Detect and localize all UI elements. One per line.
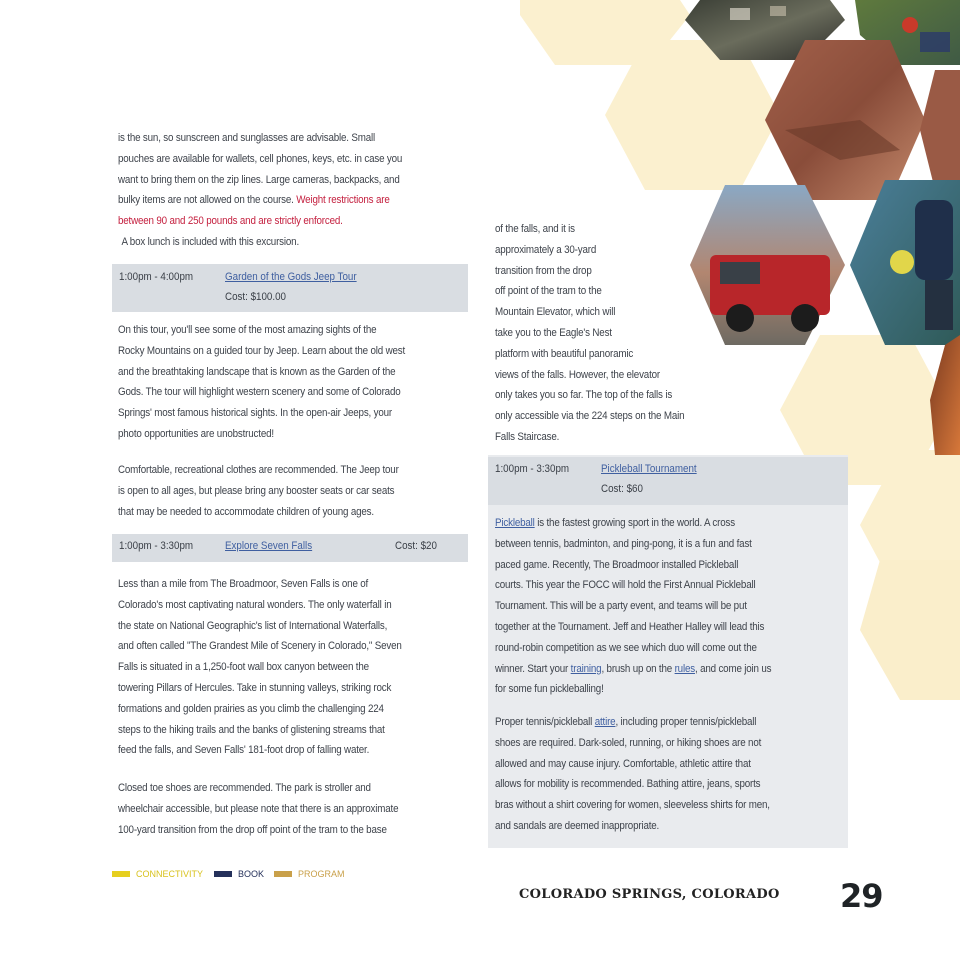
intro-paragraph: is the sun, so sunscreen and sunglasses are advisable. Small pouches are available for wallets, cell phones, keys, etc. in case you want to bring them on the zip lines. Large cameras, backpacks, and bulky items are not allowed on the course. Weight restrictions are between 90 and 250 pounds and are strictly enforced. A box lunch is included with this excursion.	[118, 128, 479, 253]
legend-swatch	[214, 871, 232, 877]
tour-header-jeep	[112, 264, 468, 312]
legend-swatch	[274, 871, 292, 877]
legend-swatch	[112, 871, 130, 877]
tour-cost: Cost: $100.00	[225, 291, 287, 303]
weight-warning-continued: between 90 and 250 pounds and are strictly enforced.	[118, 215, 343, 228]
tour-time: 1:00pm - 3:30pm	[119, 540, 194, 552]
training-link[interactable]: training	[570, 662, 602, 675]
legend-item-book: BOOK	[214, 866, 264, 882]
tour-time: 1:00pm - 4:00pm	[119, 271, 194, 283]
sunset-photo	[930, 335, 960, 455]
pickleball-link[interactable]: Pickleball	[495, 517, 535, 529]
tour-title-link-seven-falls[interactable]: Explore Seven Falls	[225, 540, 313, 552]
tour-title-link-jeep[interactable]: Garden of the Gods Jeep Tour	[225, 271, 357, 283]
jeep-clothing-note: Comfortable, recreational clothes are recommended. The Jeep tour is open to all ages, but please bring any booster seats or car seats that may be needed to accommodate children of young ages.	[118, 464, 399, 518]
tour-cost: Cost: $60	[601, 483, 643, 495]
decorative-hexagon	[860, 560, 960, 700]
jeep-description: On this tour, you'll see some of the most amazing sights of the Rocky Mountains on a guided tour by Jeep. Learn about the old west and the breathtaking landscape that is known as the Garden of the Gods. The tour will highlight western scenery and some of Colorado Springs' most famous historical sights. In the open-air Jeeps, your photo opportunities are unobstructed!	[118, 324, 406, 440]
rules-link[interactable]: rules	[674, 662, 695, 675]
tour-cost: Cost: $20	[395, 540, 437, 552]
tour-header-pickleball	[488, 457, 848, 505]
tour-title-link-pickleball[interactable]: Pickleball Tournament	[601, 463, 697, 475]
legend-item-program: PROGRAM	[274, 866, 345, 882]
pickleball-attire-note: Proper tennis/pickleball attire, including proper tennis/pickleball shoes are required. Dark-soled, running, or hiking shoes are not allowed and may cause injury. Comfortable, athletic attire that allows for mobility is recommended. Bathing attire, jeans, sports bras without a shirt covering for women, sleeveless shirts for men, and sandals are deemed inappropriate.	[495, 716, 770, 832]
tour-header-seven-falls	[112, 534, 468, 562]
attire-link[interactable]: attire	[594, 716, 616, 728]
rock-formation-photo-edge	[920, 70, 960, 190]
seven-falls-description: Less than a mile from The Broadmoor, Seven Falls is one of Colorado's most captivating natural wonders. The only waterfall in the state on National Geographic's list of International Waterfalls, and often called "The Grandest Mile of Scenery in Colorado," Seven Falls is situated in a 1,250-foot wall box canyon between the towering Pillars of Hercules. Take in stunning valleys, striking rock formations and golden prairies as you climb the challenging 224 steps to the hiking trails and the banks of glistening streams that feed the falls, and Seven Falls' 181-foot drop of falling water.	[118, 578, 402, 757]
legend-item-connectivity: CONNECTIVITY	[112, 866, 203, 882]
page-number: 29	[840, 877, 883, 915]
tour-time: 1:00pm - 3:30pm	[495, 463, 570, 475]
seven-falls-continued: of the falls, and it is approximately a 30-yard transition from the drop off point of the tram to the Mountain Elevator, which will take you to the Eagle's Nest platform with beautiful panoramic views of the falls. However, the elevator only takes you so far. The top of the falls is only accessible via the 224 steps on the Main Falls Staircase.	[495, 223, 685, 443]
footer-location: COLORADO SPRINGS, COLORADO	[519, 887, 780, 902]
seven-falls-accessibility: Closed toe shoes are recommended. The park is stroller and wheelchair accessible, but please note that there is an approximate 100-yard transition from the drop off point of the tram to the base	[118, 782, 399, 836]
pickleball-description: Pickleball is the fastest growing sport in the world. A cross between tennis, badminton, and ping-pong, it is a fun and fast paced game. Recently, The Broadmoor installed Pickleball courts. This year the FOCC will hold the First Annual Pickleball Tournament. This will be a party event, and teams will be put together at the Tournament. Jeff and Heather Halley will lead this round-robin competition as we see which duo will come out the winner. Start your training, brush up on the rules, and come join us for some fun pickleballing!	[495, 517, 772, 696]
weight-warning: Weight restrictions are	[296, 194, 390, 207]
pickleball-player-photo	[850, 180, 960, 345]
